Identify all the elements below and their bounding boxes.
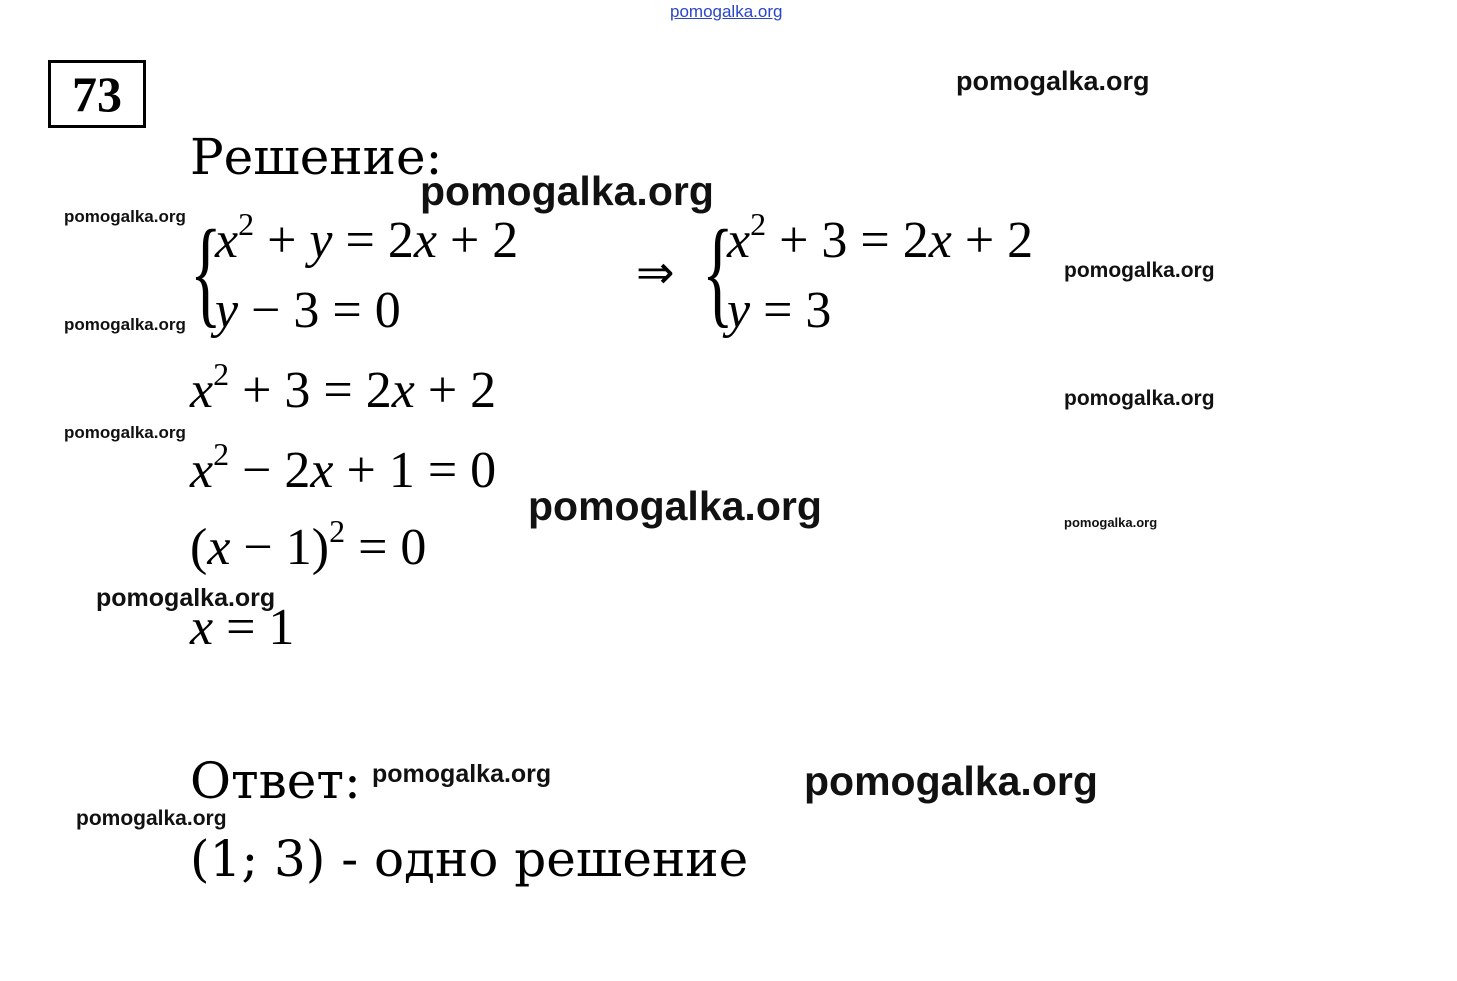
system1-brace: { bbox=[190, 205, 222, 338]
step-line-1: $x^2 + 3 = 2x + 2$ bbox=[190, 356, 497, 419]
system1-eq2: y − 3 = 0 bbox=[215, 282, 401, 339]
task-number: 73 bbox=[48, 60, 146, 128]
watermark: pomogalka.org bbox=[528, 483, 822, 529]
system2-brace: { bbox=[702, 205, 734, 338]
implies-arrow: ⇒ bbox=[636, 247, 675, 298]
step-line-4: x = 1 bbox=[190, 599, 295, 656]
watermark: pomogalka.org bbox=[372, 760, 552, 788]
watermark: pomogalka.org bbox=[96, 584, 276, 612]
site-link[interactable]: pomogalka.org bbox=[670, 2, 783, 21]
watermark: pomogalka.org bbox=[420, 168, 714, 214]
answer-text: (1; 3) - одно решение bbox=[190, 830, 749, 888]
watermark: pomogalka.org bbox=[1064, 259, 1215, 282]
system2-eq2: y = 3 bbox=[727, 282, 832, 339]
system1-eq1: $x^2 + y = 2x + 2$ bbox=[215, 206, 519, 269]
step-line-2: $x^2 - 2x + 1 = 0$ bbox=[190, 436, 497, 499]
watermark: pomogalka.org bbox=[1064, 387, 1215, 410]
step-line-3: $(x - 1)^2 = 0$ bbox=[190, 513, 427, 576]
watermark: pomogalka.org bbox=[1064, 515, 1158, 530]
answer-heading: Ответ: bbox=[190, 752, 361, 810]
solution-heading: Решение: bbox=[190, 128, 443, 186]
watermark: pomogalka.org bbox=[956, 66, 1150, 96]
watermark: pomogalka.org bbox=[64, 315, 186, 334]
system2-eq1: $x^2 + 3 = 2x + 2$ bbox=[727, 206, 1034, 269]
watermark: pomogalka.org bbox=[64, 423, 186, 442]
watermark: pomogalka.org bbox=[804, 758, 1098, 804]
watermark: pomogalka.org bbox=[64, 207, 186, 226]
watermark: pomogalka.org bbox=[76, 807, 227, 830]
